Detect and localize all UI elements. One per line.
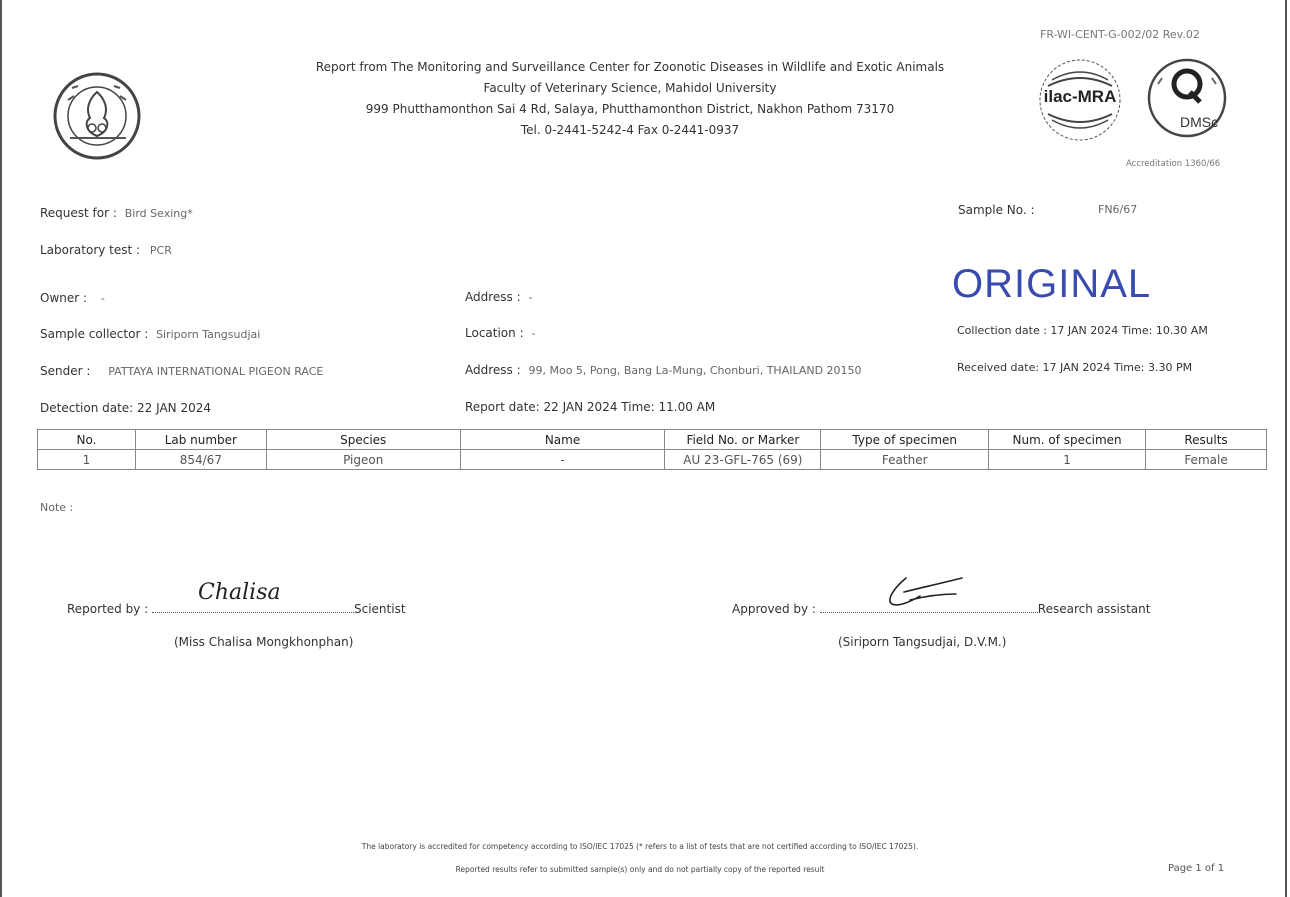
- sender-label: Sender :: [40, 364, 91, 378]
- report-date: Report date: 22 JAN 2024 Time: 11.00 AM: [465, 400, 716, 414]
- footer-accreditation-note: The laboratory is accredited for competency according to ISO/IEC 17025 (* refers to a list of tests that are not certified according to ISO/IEC 17025).: [361, 842, 919, 851]
- sample-no-value: FN6/67: [1098, 203, 1138, 216]
- collection-date: Collection date : 17 JAN 2024 Time: 10.30 AM: [957, 324, 1208, 337]
- table-cell: Female: [1146, 450, 1267, 470]
- approved-role: Research assistant: [1037, 602, 1151, 616]
- location-label: Location :: [465, 326, 524, 340]
- university-seal-logo: [48, 70, 146, 162]
- column-header: Field No. or Marker: [665, 430, 821, 450]
- location-value: -: [531, 327, 536, 340]
- address1-row: [465, 290, 532, 304]
- column-header: Num. of specimen: [989, 430, 1146, 450]
- received-date: Received date: 17 JAN 2024 Time: 3.30 PM: [957, 361, 1193, 374]
- column-header: Type of specimen: [821, 430, 989, 450]
- owner-row: [40, 291, 105, 305]
- table-cell: Pigeon: [266, 450, 460, 470]
- owner-label: Owner :: [40, 291, 88, 305]
- accreditation-number: Accreditation 1360/66: [1126, 159, 1221, 169]
- column-header: Results: [1146, 430, 1267, 450]
- header-address: 999 Phutthamonthon Sai 4 Rd, Salaya, Phutthamonthon District, Nakhon Pathom 73170: [365, 102, 895, 116]
- column-header: Species: [266, 430, 460, 450]
- request-for-row: [40, 206, 193, 220]
- report-header: [200, 57, 1060, 141]
- table-cell: 854/67: [135, 450, 266, 470]
- approved-name: (Siriporn Tangsudjai, D.V.M.): [838, 635, 1007, 649]
- original-stamp: ORIGINAL: [952, 262, 1152, 306]
- lab-test-row: [40, 243, 172, 257]
- results-table: [37, 429, 1267, 470]
- address2-value: 99, Moo 5, Pong, Bang La-Mung, Chonburi, THAILAND 20150: [528, 364, 862, 377]
- collector-value: Siriporn Tangsudjai: [156, 328, 261, 341]
- reported-name: (Miss Chalisa Mongkhonphan): [174, 635, 354, 649]
- request-label: Request for :: [40, 206, 117, 220]
- address2-label: Address :: [465, 363, 521, 377]
- reported-by-label: Reported by :: [67, 602, 149, 616]
- note-label: Note :: [40, 501, 74, 514]
- sample-no-label: Sample No. :: [958, 203, 1035, 217]
- sender-value: PATTAYA INTERNATIONAL PIGEON RACE: [108, 365, 324, 378]
- document-code: FR-WI-CENT-G-002/02 Rev.02: [1040, 28, 1200, 41]
- footer-disclaimer: Reported results refer to submitted sample(s) only and do not partially copy of the reported result: [455, 865, 825, 874]
- dmsc-logo-text: DMSc: [1180, 114, 1219, 130]
- page-border-right: [1285, 0, 1287, 897]
- address2-row: [465, 363, 862, 377]
- approved-signature: [876, 572, 966, 612]
- table-header-row: [38, 430, 1267, 450]
- column-header: Lab number: [135, 430, 266, 450]
- reported-by-row: [67, 580, 406, 616]
- dmsc-quality-logo: [1142, 54, 1232, 150]
- column-header: Name: [460, 430, 665, 450]
- page-number: Page 1 of 1: [1168, 863, 1225, 874]
- owner-value: -: [100, 292, 105, 305]
- collector-label: Sample collector :: [40, 327, 149, 341]
- table-cell: 1: [38, 450, 136, 470]
- address1-label: Address :: [465, 290, 521, 304]
- reported-signature: Chalisa: [198, 580, 281, 605]
- ilac-mra-logo: [1030, 50, 1130, 150]
- column-header: No.: [38, 430, 136, 450]
- table-row: [38, 450, 1267, 470]
- header-center-name: Report from The Monitoring and Surveillance Center for Zoonotic Diseases in Wildlife and Exotic Animals: [315, 60, 945, 74]
- table-cell: Feather: [821, 450, 989, 470]
- detection-date: Detection date: 22 JAN 2024: [40, 401, 211, 415]
- location-row: [465, 326, 535, 340]
- request-value: Bird Sexing*: [124, 207, 193, 220]
- table-cell: AU 23-GFL-765 (69): [665, 450, 821, 470]
- table-cell: 1: [989, 450, 1146, 470]
- ilac-logo-text: ilac-MRA: [1043, 87, 1117, 106]
- reported-signature-line: [152, 580, 354, 613]
- sender-row: [40, 364, 323, 378]
- header-phone: Tel. 0-2441-5242-4 Fax 0-2441-0937: [520, 123, 740, 137]
- lab-test-label: Laboratory test :: [40, 243, 141, 257]
- address1-value: -: [528, 291, 533, 304]
- header-faculty: Faculty of Veterinary Science, Mahidol University: [483, 81, 777, 95]
- table-cell: -: [460, 450, 665, 470]
- collector-row: [40, 327, 260, 341]
- approved-by-row: [732, 602, 1150, 616]
- page-border-left: [0, 0, 2, 897]
- approved-by-label: Approved by :: [732, 602, 816, 616]
- reported-role: Scientist: [354, 602, 406, 616]
- approved-signature-line: [820, 602, 1038, 613]
- lab-test-value: PCR: [149, 244, 172, 257]
